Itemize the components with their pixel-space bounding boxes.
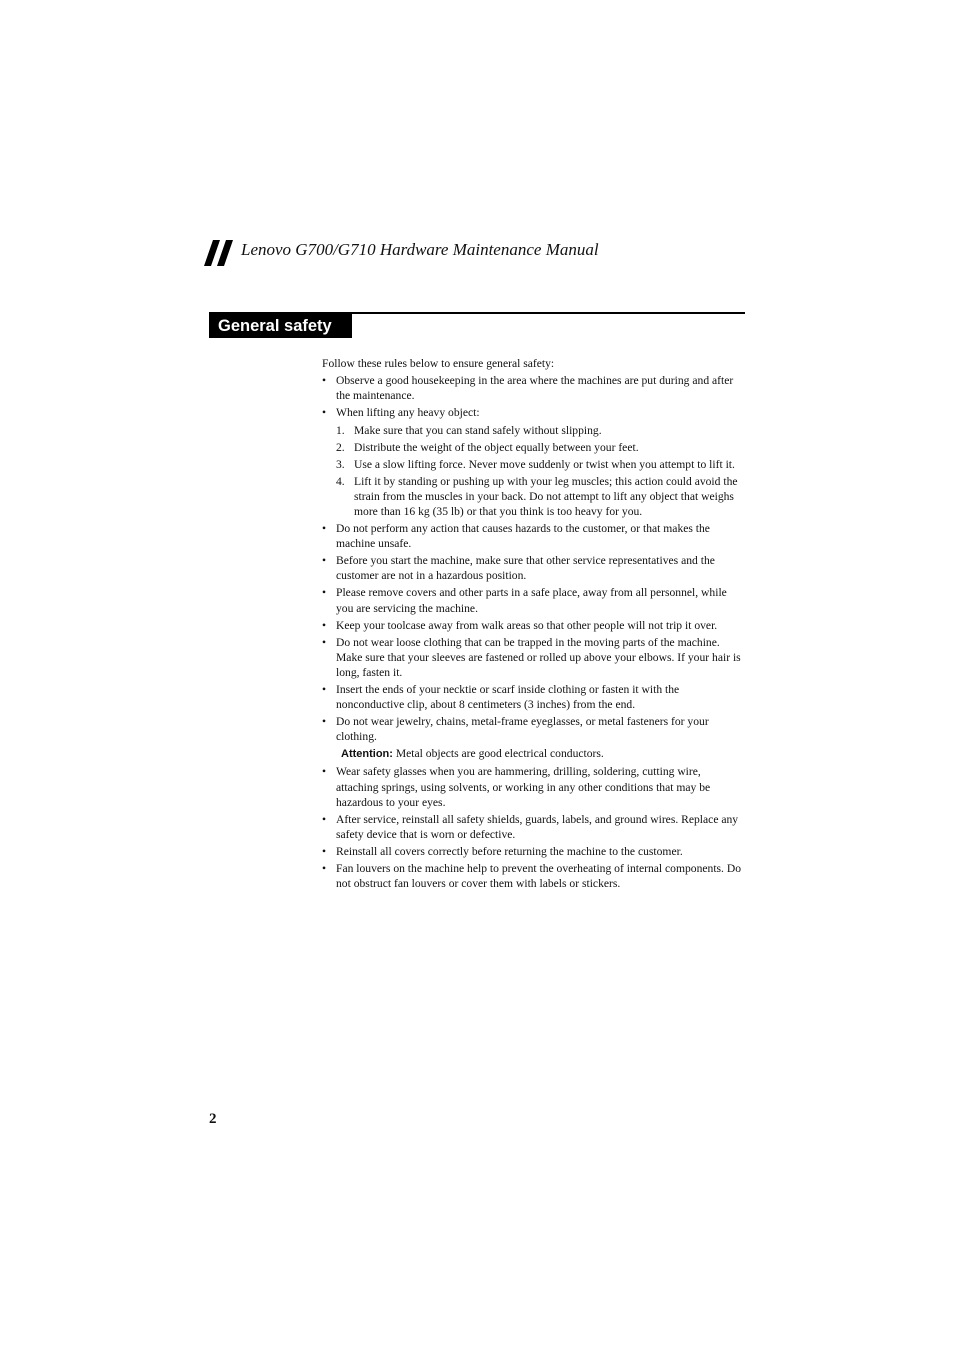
bullet: •: [322, 618, 327, 632]
safety-content: [322, 356, 746, 893]
step-text: Use a slow lifting force. Never move suddenly or twist when you attempt to lift it.: [354, 457, 735, 471]
list-item: [322, 844, 746, 859]
safety-rules-list-continued: [322, 764, 746, 891]
bullet: •: [322, 683, 327, 697]
rule-text: Do not wear loose clothing that can be trapped in the moving parts of the machine. Make sure that your sleeves are fastened or rolled up above your elbows. If your hair is long, fasten it.: [336, 635, 741, 680]
rule-text: Keep your toolcase away from walk areas so that other people will not trip it over.: [336, 618, 718, 632]
step-item: [336, 423, 746, 438]
step-item: [336, 474, 746, 520]
rule-text: When lifting any heavy object:: [336, 406, 480, 420]
lifting-steps-list: [336, 423, 746, 520]
step-item: [336, 457, 746, 472]
list-item: [322, 585, 746, 615]
rule-text: Please remove covers and other parts in a safe place, away from all personnel, while you are servicing the machine.: [336, 586, 727, 615]
list-item: [322, 521, 746, 551]
rule-text: Reinstall all covers correctly before returning the machine to the customer.: [336, 845, 683, 859]
double-slash-icon: [204, 240, 234, 266]
bullet: •: [322, 635, 327, 649]
list-item: [322, 553, 746, 583]
bullet: •: [322, 554, 327, 568]
rule-text: Before you start the machine, make sure that other service representatives and the customer are not in a hazardous position.: [336, 554, 715, 583]
list-item: [322, 764, 746, 810]
bullet: •: [322, 522, 327, 536]
manual-title: Lenovo G700/G710 Hardware Maintenance Manual: [241, 240, 599, 259]
step-text: Lift it by standing or pushing up with your leg muscles; this action could avoid the strain from the muscles in your back. Do not attempt to lift any object that weighs more than 16 kg (35 lb) or that you think is too heavy for you.: [354, 474, 738, 519]
list-item: [322, 405, 746, 519]
bullet: •: [322, 374, 327, 388]
list-item: [322, 714, 746, 744]
bullet: •: [322, 715, 327, 729]
bullet: •: [322, 406, 327, 420]
step-number: 2.: [336, 440, 345, 454]
rule-text: Do not wear jewelry, chains, metal-frame eyeglasses, or metal fasteners for your clothing.: [336, 715, 709, 744]
rule-text: Insert the ends of your necktie or scarf inside clothing or fasten it with the nonconductive clip, about 8 centimeters (3 inches) from the end.: [336, 683, 680, 712]
safety-rules-list: [322, 373, 746, 744]
step-text: Distribute the weight of the object equally between your feet.: [354, 440, 639, 454]
attention-note: [322, 746, 746, 762]
rule-text: Observe a good housekeeping in the area where the machines are put during and after the maintenance.: [336, 374, 734, 403]
rule-text: After service, reinstall all safety shields, guards, labels, and ground wires. Replace any safety device that is worn or defective.: [336, 812, 739, 842]
attention-text: Metal objects are good electrical conductors.: [395, 747, 604, 761]
step-item: [336, 440, 746, 455]
rule-text: Fan louvers on the machine help to prevent the overheating of internal components. Do not obstruct fan louvers or cover them with labels or stickers.: [336, 862, 742, 891]
attention-label: Attention:: [341, 748, 393, 761]
list-item: [322, 812, 746, 842]
list-item: [322, 682, 746, 712]
rule-text: Wear safety glasses when you are hammering, drilling, soldering, cutting wire, attaching springs, using solvents, or working in any other conditions that may be hazardous to your eyes.: [336, 765, 711, 809]
bullet: •: [322, 586, 327, 600]
step-number: 4.: [336, 474, 345, 488]
step-text: Make sure that you can stand safely without slipping.: [354, 423, 602, 437]
page-number: 2: [209, 1111, 217, 1127]
bullet: •: [322, 812, 327, 826]
step-number: 1.: [336, 423, 345, 437]
bullet: •: [322, 862, 327, 876]
step-number: 3.: [336, 457, 345, 471]
bullet: •: [322, 845, 327, 859]
section-title: General safety: [209, 314, 352, 338]
list-item: [322, 635, 746, 681]
list-item: [322, 618, 746, 633]
list-item: [322, 861, 746, 891]
intro-text: Follow these rules below to ensure general safety:: [322, 357, 555, 370]
rule-text: Do not perform any action that causes hazards to the customer, or that makes the machine unsafe.: [336, 522, 710, 551]
list-item: [322, 373, 746, 403]
bullet: •: [322, 765, 327, 779]
